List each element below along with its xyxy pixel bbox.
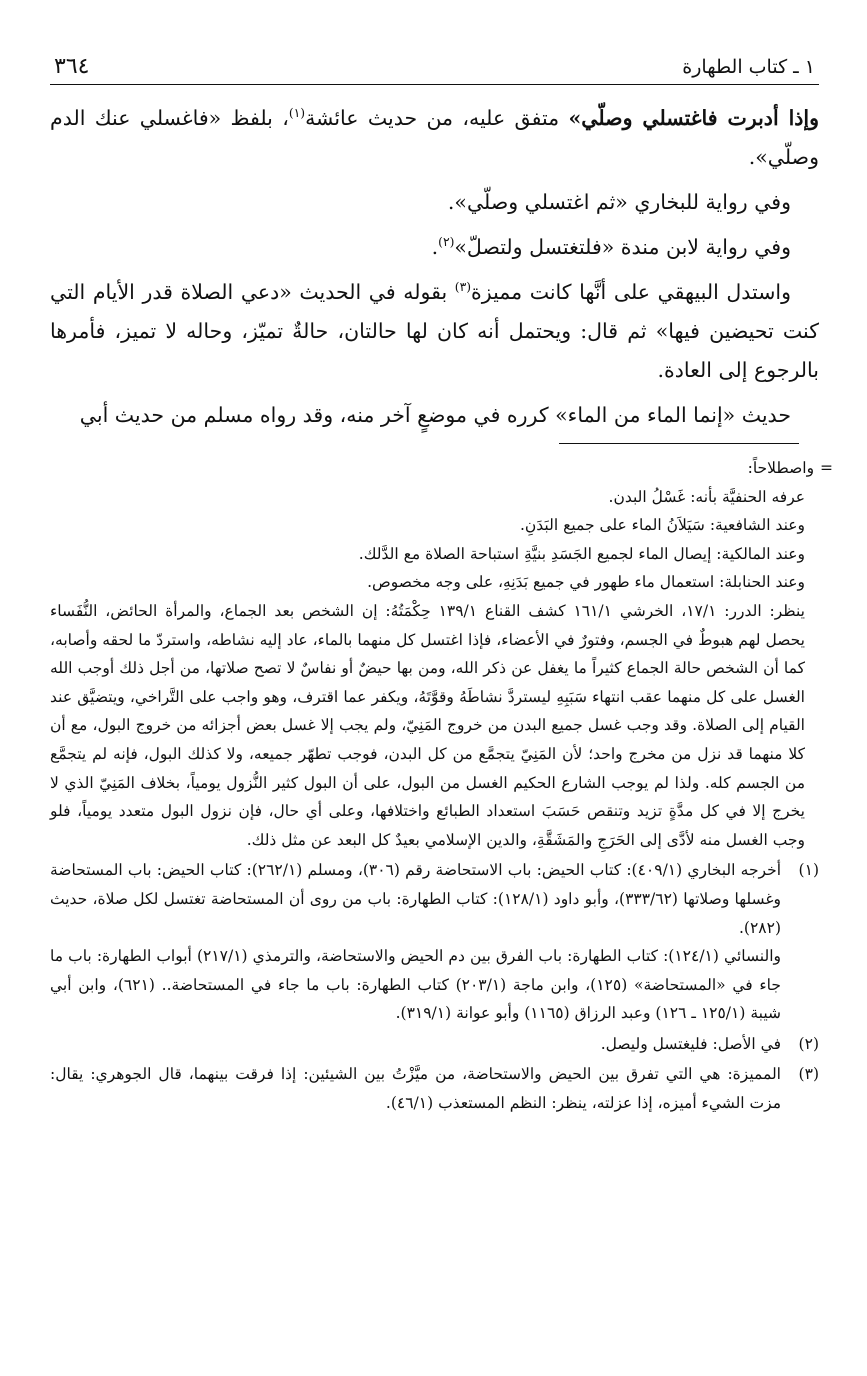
definition-shafii: وعند الشافعية: سَيَلاَنُ الماء على جميع البَدَنِ. <box>519 516 805 535</box>
footnote-ref-3[interactable]: (٣) <box>454 280 472 295</box>
footnote-2 <box>50 1030 819 1059</box>
chapter-title: ١ ـ كتاب الطهارة <box>682 56 815 78</box>
page-header <box>50 54 819 85</box>
footnote-1-part-2: والنسائي (١٢٤/١): كتاب الطهارة: باب الفرق بين دم الحيض والاستحاضة، والترمذي (٢١٧/١) أبواب الطهارة: باب ما جاء في «المستحاضة» (١٢٥)، وابن ماجة (٢٠٣/١) كتاب الطهارة: باب ما جاء في المستحاضة.. (٦٢١)، وابن أبي شيبة (١٢٥/١ ـ ١٢٦) وعبد الرزاق (١١٦٥) وأبو عوانة (٣١٩/١). <box>50 947 781 1023</box>
definition-hanafi: عرفه الحنفيَّة بأنه: غَسْلُ البدن. <box>608 487 805 506</box>
definition-hanbali: وعند الحنابلة: استعمال ماء طهور في جميع بَدَنِهِ، على وجه مخصوص. <box>367 573 805 592</box>
definition-maliki: وعند المالكية: إيصال الماء لجميع الجَسَدِ بنيَّةِ استباحة الصلاة مع الدَّلك. <box>358 544 805 563</box>
note-intro-text: واصطلاحاً: <box>747 459 815 477</box>
wisdom-paragraph: ينظر: الدرر: ١٧/١، الخرشي ١٦١/١ كشف القناع ١٣٩/١ حِكْمَتُهُ: إن الشخص بعد الجماع، والمرأة الحائض، النُّفَساء يحصل لهم هبوطٌ في الجسم، وفتورٌ في الأعضاء، فإذا اغتسل كل منهما بالماء، عاد إليه نشاطه، واستردّ ما لحقه وأصابه، كما أن الشخص حالة الجماع كثيراً ما يغفل عن ذكر الله، ومن بها حيضٌ أو نفاسٌ لا تصح صلاتها، من أجل ذلك أوجب الله الغسل على كل منهما عقب انتهاء سَبَبِهِ ليستردَّ نشاطَهُ وقوَّتَهُ، ويكفر عما اقترف، وهو واجب على التَّراخي، ويتضيَّق عند القيام إلى الصلاة. وقد وجب غسل جميع البدن من خروج المَنِيّ، ولم يجب إلا غسل بعض أجزائه من خروج البول، مع أن كلا منهما قد نزل من مخرج واحد؛ لأن المَنِيّ يتجمَّع من كل البدن، فوجب تطهّر جميعه، ولا كذلك البول، فإنه لم يتجمَّع من الجسم كله. ولذا لم يوجب الشارع الحكيم الغسل من البول، على أن البول كثير النُّزول يومياً، بخلاف المَنِيّ الذي لا يخرج إلا في كل مدَّةٍ تزيد وتنقص حَسَبَ استعداد الطبائع واختلافها، وعلى أي حال، فإن نزول البول متعدد يومياً، فلو وجب الغسل منه لأدَّى إلى الحَرَجِ والمَشَقَّةِ، والدين الإسلامي بعيدٌ كل البعد عن مثل ذلك. <box>50 601 805 849</box>
footnote-number: (٢) <box>798 1034 819 1053</box>
footnote-1 <box>50 856 819 1028</box>
paragraph-4 <box>50 273 819 390</box>
footnote-number: (١) <box>798 861 819 880</box>
footnote-ref-1[interactable]: (١) <box>288 106 306 121</box>
footnote-ref-2[interactable]: (٢) <box>438 235 455 250</box>
footnote-text: في الأصل: فليغتسل وليصل. <box>600 1034 781 1053</box>
continuation-marker: = <box>820 459 833 477</box>
hadith-quote-bold: وإذا أدبرت فاغتسلي وصلّي» <box>568 106 820 130</box>
paragraph-3-end: . <box>431 235 439 259</box>
footnote-1-part-1: أخرجه البخاري (٤٠٩/١): كتاب الحيض: باب الاستحاضة رقم (٣٠٦)، ومسلم (٢٦٢/١): كتاب الحيض: باب المستحاضة وغسلها وصلاتها (٣٣٣/٦٢)، وأبو داود (١٢٨/١): كتاب الطهارة: باب من روى أن المستحاضة تغتسل لكل صلاة، حديث (٢٨٢). <box>50 861 781 937</box>
paragraph-1-text: متفق عليه، من حديث عائشة <box>305 106 569 130</box>
footnote-text: المميزة: هي التي تفرق بين الحيض والاستحاضة، من ميَّزْتُ بين الشيئين: إذا فرقت بينهما، قال الجوهري: يقال: مزت الشيء أميزه، إذا عزلته، ينظر: النظم المستعذب (٤٦/١). <box>50 1065 781 1113</box>
paragraph-5: حديث «إنما الماء من الماء» كرره في موضعٍ آخر منه، وقد رواه مسلم من حديث أبي <box>79 403 791 427</box>
paragraph-4-text: بقوله في الحديث «دعي الصلاة قدر الأيام التي كنت تحيضين فيها» ثم قال: ويحتمل أنه كان لها حالتان، حالةٌ تميّز، وحاله لا تميز، فأمرها بالرجوع إلى العادة. <box>50 280 819 382</box>
footnote-text <box>50 856 781 1028</box>
paragraph-2: وفي رواية للبخاري «ثم اغتسلي وصلّي». <box>447 190 791 214</box>
main-text <box>50 99 819 435</box>
paragraph-3 <box>50 228 819 267</box>
paragraph-3-text: وفي رواية لابن مندة «فلتغتسل ولتصلّ» <box>454 235 791 259</box>
paragraph-1 <box>50 99 819 177</box>
footnote-number: (٣) <box>798 1065 819 1084</box>
footnote-divider-row <box>50 443 819 444</box>
paragraph-1-end: ، بلفظ «فاغسلي عنك الدم وصلّي». <box>50 106 819 169</box>
continued-note-intro <box>50 454 833 483</box>
footnote-divider <box>559 443 799 444</box>
footnote-3 <box>50 1060 819 1117</box>
footnotes-section <box>50 454 833 1118</box>
page-number: ٣٦٤ <box>54 54 90 79</box>
paragraph-4-start: واستدل البيهقي على أنَّها كانت مميزة <box>471 280 792 304</box>
